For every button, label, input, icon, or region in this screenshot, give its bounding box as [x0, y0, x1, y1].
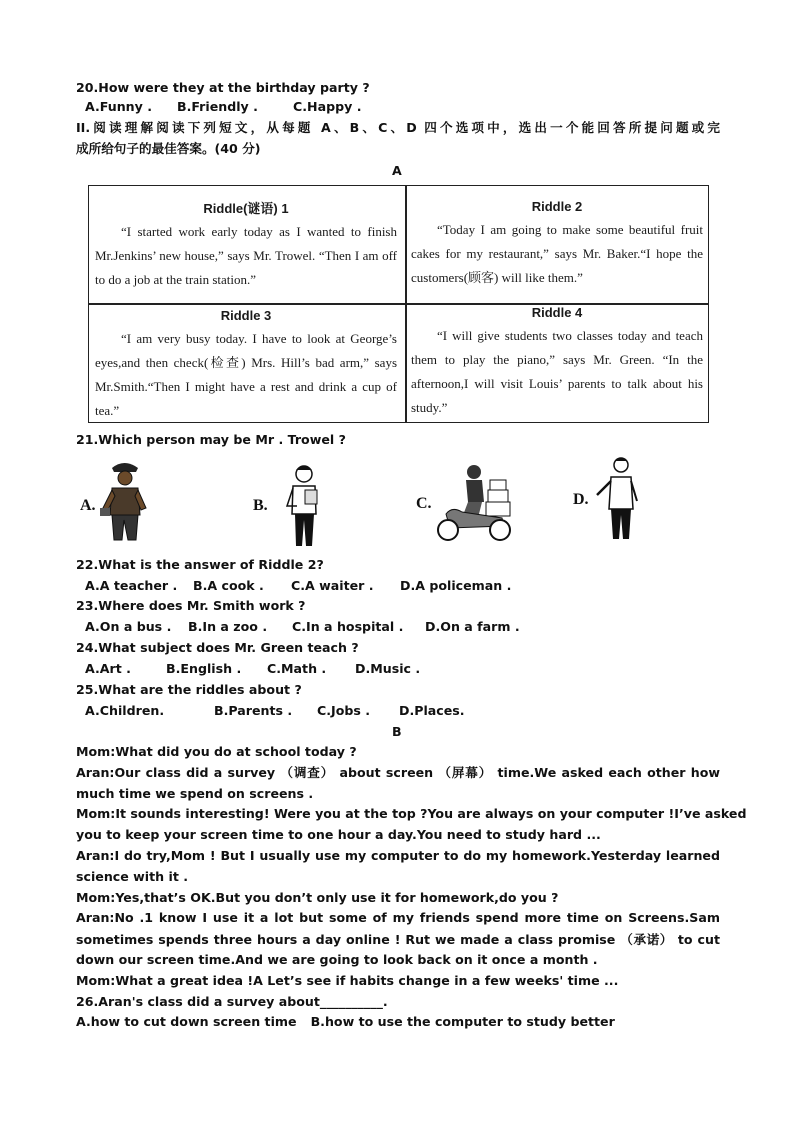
passage-b-label: B	[392, 724, 402, 739]
man-pointing-icon[interactable]	[593, 455, 643, 541]
q22-option-b[interactable]: B.A cook .	[193, 578, 264, 593]
q22-option-c[interactable]: C.A waiter .	[291, 578, 374, 593]
q23-option-c[interactable]: C.In a hospital .	[292, 619, 404, 634]
q21-option-a[interactable]: A.	[80, 497, 96, 514]
q22-option-a[interactable]: A.A teacher .	[85, 578, 178, 593]
riddle-text: “I started work early today as I wanted to finish Mr.Jenkins’ new house,” says Mr. Trowel. “Then I am off to do a job at the train station.”	[95, 224, 397, 287]
q24-option-d[interactable]: D.Music .	[355, 661, 421, 676]
riddle-cell-2	[411, 198, 703, 290]
q26-options-row	[76, 1014, 615, 1030]
q26-option-a[interactable]: A.how to cut down screen time	[76, 1014, 297, 1029]
q25-option-c[interactable]: C.Jobs .	[317, 703, 371, 718]
riddle-title: Riddle 2	[531, 199, 583, 214]
q20-option-a[interactable]: A.Funny .	[85, 99, 153, 114]
q24-option-b[interactable]: B.English .	[166, 661, 242, 676]
question-26: 26.Aran's class did a survey about__________.	[76, 994, 388, 1009]
dialogue-line: down our screen time.And we are going to look back on it once a month .	[76, 952, 598, 967]
q23-option-a[interactable]: A.On a bus .	[85, 619, 172, 634]
passage-a-label: A	[392, 163, 402, 178]
question-21: 21.Which person may be Mr . Trowel ?	[76, 432, 346, 447]
question-24: 24.What subject does Mr. Green teach ?	[76, 640, 359, 655]
delivery-scooter-icon[interactable]	[432, 462, 522, 544]
riddle-title: Riddle(谜语) 1	[203, 201, 289, 216]
dialogue-line: Aran:No .1 know I use it a lot but some of my friends spend more time on Screens.Sam	[76, 910, 720, 925]
dialogue-line: Aran:I do try,Mom ! But I usually use my computer to do my homework.Yesterday learned	[76, 848, 720, 863]
q22-option-d[interactable]: D.A policeman .	[400, 578, 512, 593]
q23-option-d[interactable]: D.On a farm .	[425, 619, 520, 634]
riddle-title: Riddle 4	[531, 305, 583, 320]
riddle-text: “I will give students two classes today and teach them to play the piano,” says Mr. Green. “In the afternoon,I will visit Louis’ parents to talk about his study.”	[411, 328, 703, 415]
q24-option-c[interactable]: C.Math .	[267, 661, 327, 676]
dialogue-line: much time we spend on screens .	[76, 786, 314, 801]
q21-option-b[interactable]: B.	[253, 497, 268, 514]
riddle-title: Riddle 3	[220, 308, 272, 323]
question-22: 22.What is the answer of Riddle 2?	[76, 557, 324, 572]
question-23: 23.Where does Mr. Smith work ?	[76, 598, 306, 613]
riddle-text: “I am very busy today. I have to look at George’s eyes,and then check(检查) Mrs. Hill’s bad arm,” says Mr.Smith.“Then I might have a rest and drink a cup of tea.”	[95, 331, 397, 418]
q20-option-b[interactable]: B.Friendly .	[177, 99, 258, 114]
q25-option-b[interactable]: B.Parents .	[214, 703, 293, 718]
dialogue-line: Aran:Our class did a survey （调查） about screen （屏幕） time.We asked each other how	[76, 765, 720, 780]
riddle-cell-1	[95, 200, 397, 292]
q23-option-b[interactable]: B.In a zoo .	[188, 619, 268, 634]
q21-option-d[interactable]: D.	[573, 491, 589, 508]
q24-option-a[interactable]: A.Art .	[85, 661, 131, 676]
section-2-instruction-line2: 成所给句子的最佳答案。(40 分)	[76, 141, 261, 156]
riddle-table	[88, 185, 709, 423]
dialogue-line: Mom:Yes,that’s OK.But you don’t only use it for homework,do you ?	[76, 890, 559, 905]
question-25: 25.What are the riddles about ?	[76, 682, 302, 697]
q25-option-d[interactable]: D.Places.	[399, 703, 465, 718]
dialogue-line: Mom:It sounds interesting! Were you at the top ?You are always on your computer !I’ve asked	[76, 806, 747, 821]
dialogue-line: you to keep your screen time to one hour a day.You need to study hard ...	[76, 827, 601, 842]
riddle-cell-4	[411, 304, 703, 420]
riddle-text: “Today I am going to make some beautiful fruit cakes for my restaurant,” says Mr. Baker.“I hope the customers(顾客) will like them.”	[411, 222, 703, 285]
dialogue-line: Mom:What a great idea !A Let’s see if habits change in a few weeks' time ...	[76, 973, 619, 988]
man-with-tablet-icon[interactable]	[283, 462, 327, 548]
q25-option-a[interactable]: A.Children.	[85, 703, 165, 718]
q20-option-c[interactable]: C.Happy .	[293, 99, 362, 114]
q21-option-c[interactable]: C.	[416, 495, 432, 512]
question-20: 20.How were they at the birthday party ?	[76, 80, 370, 95]
q26-option-b[interactable]: B.how to use the computer to study better	[310, 1014, 615, 1029]
dialogue-line: sometimes spends three hours a day online ! Rut we made a class promise （承诺） to cut	[76, 932, 720, 947]
worker-with-tools-icon[interactable]	[98, 460, 150, 544]
dialogue-line: science with it .	[76, 869, 189, 884]
dialogue-line: Mom:What did you do at school today ?	[76, 744, 357, 759]
section-2-instruction-line1: II.阅读理解阅读下列短文，从每题 A、B、C、D 四个选项中，选出一个能回答所提问题或完	[76, 120, 720, 135]
riddle-cell-3	[95, 307, 397, 423]
